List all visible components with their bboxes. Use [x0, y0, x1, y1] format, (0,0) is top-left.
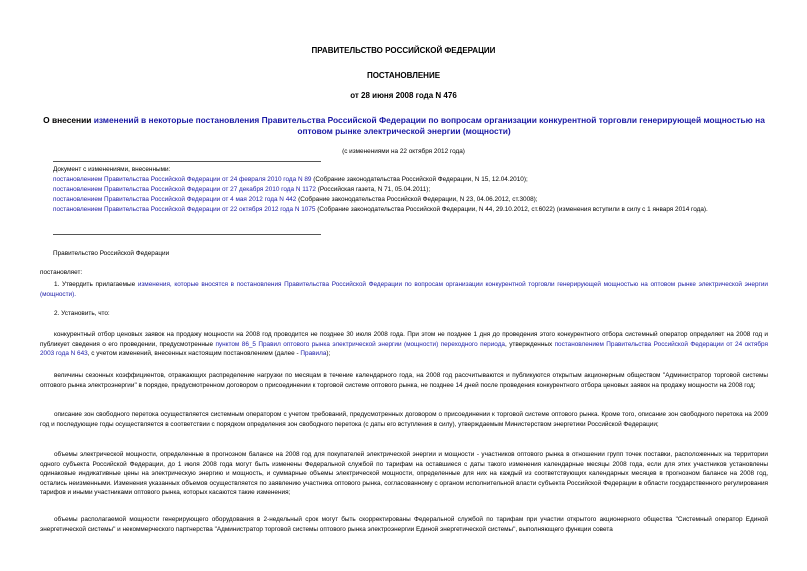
paragraph-4: величины сезонных коэффициентов, отражающих распределение нагрузки по месяцам в течение календарного года, на 2008 год рассчитываются и публикуются открытым акционерным обществом "Администратор торговой системы оптового рынка электроэнергии" в порядке, предусмотренном договором о присоединении к торговой системе оптового рынка, не позднее 14 дней после проведения конкурентного отбора ценовых заявок на продажу мощности на 2008 год; — [40, 372, 768, 389]
divider-bottom — [53, 234, 321, 235]
paragraph-7: объемы располагаемой мощности генерирующего оборудования в 2-недельный срок могут быть скорректированы Федеральной службой по тарифам при участии открытого акционерного общества "Системный оператор Единой энергетической системы" и некоммерческого партнерства "Администратор торговой системы оптового рынка электроэнергии Единой энергетической системы", выполняющего функции совета — [40, 516, 768, 533]
paragraph-3 — [40, 330, 768, 359]
government-line: Правительство Российской Федерации — [53, 250, 170, 257]
rules-link[interactable]: Правила — [300, 350, 327, 357]
rules-point-link[interactable]: пунктом 86_5 Правил оптового рынка электрической энергии (мощности) переходного периода — [215, 340, 505, 348]
change-source: (Собрание законодательства Российской Федерации, N 44, 29.10.2012, ст.6022) (изменения вступили в силу с 1 января 2014 года). — [315, 206, 708, 213]
change-source: (Собрание законодательства Российской Федерации, N 15, 12.04.2010); — [311, 176, 528, 183]
change-item — [53, 175, 769, 185]
issuer-heading: ПРАВИТЕЛЬСТВО РОССИЙСКОЙ ФЕДЕРАЦИИ — [311, 46, 496, 55]
decree-643-link[interactable]: постановлением Правительства Российской Федерации от 24 октября 2003 года N 643 — [40, 340, 768, 357]
document-date-heading: от 28 июня 2008 года N 476 — [350, 91, 457, 100]
document-type-heading: ПОСТАНОВЛЕНИЕ — [366, 71, 441, 80]
paragraph-3-text: конкурентный отбор ценовых заявок на продажу мощности на 2008 год проводится не позднее 30 июля 2008 года. При этом не позднее 1 дня до проведения этого конкурентного отбора системный оператор определяет на 2008 год и публикует сведения о его проведении, предусмотренные — [40, 331, 768, 348]
decrees-line: постановляет: — [40, 269, 83, 276]
paragraph-3-text: , с учетом изменений, внесенных настоящим постановлением (далее - — [87, 350, 301, 357]
change-link[interactable]: постановлением Правительства Российской Федерации от 22 октября 2012 года N 1075 — [53, 206, 316, 213]
change-item — [53, 185, 769, 195]
changes-list — [53, 165, 769, 215]
paragraph-1 — [40, 280, 768, 299]
change-link[interactable]: постановлением Правительства Российской Федерации от 24 февраля 2010 года N 89 — [53, 176, 312, 183]
edition-note: (с изменениями на 22 октября 2012 года) — [342, 148, 465, 155]
title-link[interactable]: изменений в некоторые постановления Правительства Российской Федерации по вопросам организации конкурентной торговли генерирующей мощностью на оптовом рынке электрической энергии (мощности) — [93, 115, 765, 136]
change-link[interactable]: постановлением Правительства Российской Федерации от 27 декабря 2010 года N 1172 — [53, 186, 316, 193]
change-item — [53, 195, 769, 205]
changes-annex-link[interactable]: изменения, которые вносятся в постановления Правительства Российской Федерации по вопросам организации конкурентной торговли генерирующей мощностью на оптовом рынке электрической энергии (мощности). — [40, 281, 768, 298]
divider-top — [53, 161, 321, 162]
paragraph-2: 2. Установить, что: — [54, 310, 110, 317]
paragraph-5: описание зон свободного перетока осуществляется системным оператором с учетом требований, предусмотренных договором о присоединении к торговой системе оптового рынка. Кроме того, описание зон свободного перетока на 2009 год и последующие годы осуществляется в соответствии с порядком определения зон свободного перетока (с даты его вступления в силу), утверждаемым Министерством энергетики Российской Федерации; — [40, 411, 768, 428]
change-item — [53, 205, 769, 215]
changes-intro: Документ с изменениями, внесенными: — [53, 166, 171, 173]
change-link[interactable]: постановлением Правительства Российской Федерации от 4 мая 2012 года N 442 — [53, 196, 297, 203]
change-source: (Российская газета, N 71, 05.04.2011); — [315, 186, 431, 193]
paragraph-1-prefix: 1. Утвердить прилагаемые — [54, 281, 138, 288]
title-prefix: О внесении — [43, 115, 94, 125]
paragraph-6: объемы электрической мощности, определенные в прогнозном балансе на 2008 год для покупателей электрической энергии и мощности - участников оптового рынка в отношении групп точек поставки, расположенных на территории одного субъекта Российской Федерации, до 1 июля 2008 года могут быть изменены Федеральной службой по тарифам на оставшиеся с даты такого изменения календарные месяцы 2008 года, если для этих участников установлены одинаковые индикативные цены на электрическую энергию и мощность, и суммарные объемы электрической мощности, определенные для них на каждый из соответствующих календарных месяцев в прогнозном балансе на 2008 год, остались неизменными. Изменения указанных объемов осуществляется по заявлению участника оптового рынка, согласованному с органом исполнительной власти субъекта Российской Федерации в области государственного регулирования тарифов и иными участниками оптового рынка, которых касаются такие изменения; — [40, 451, 768, 496]
paragraph-3-text: ); — [326, 350, 331, 357]
change-source: (Собрание законодательства Российской Федерации, N 23, 04.06.2012, ст.3008); — [296, 196, 538, 203]
document-title — [40, 115, 768, 137]
paragraph-3-text: , утвержденных — [504, 340, 555, 348]
